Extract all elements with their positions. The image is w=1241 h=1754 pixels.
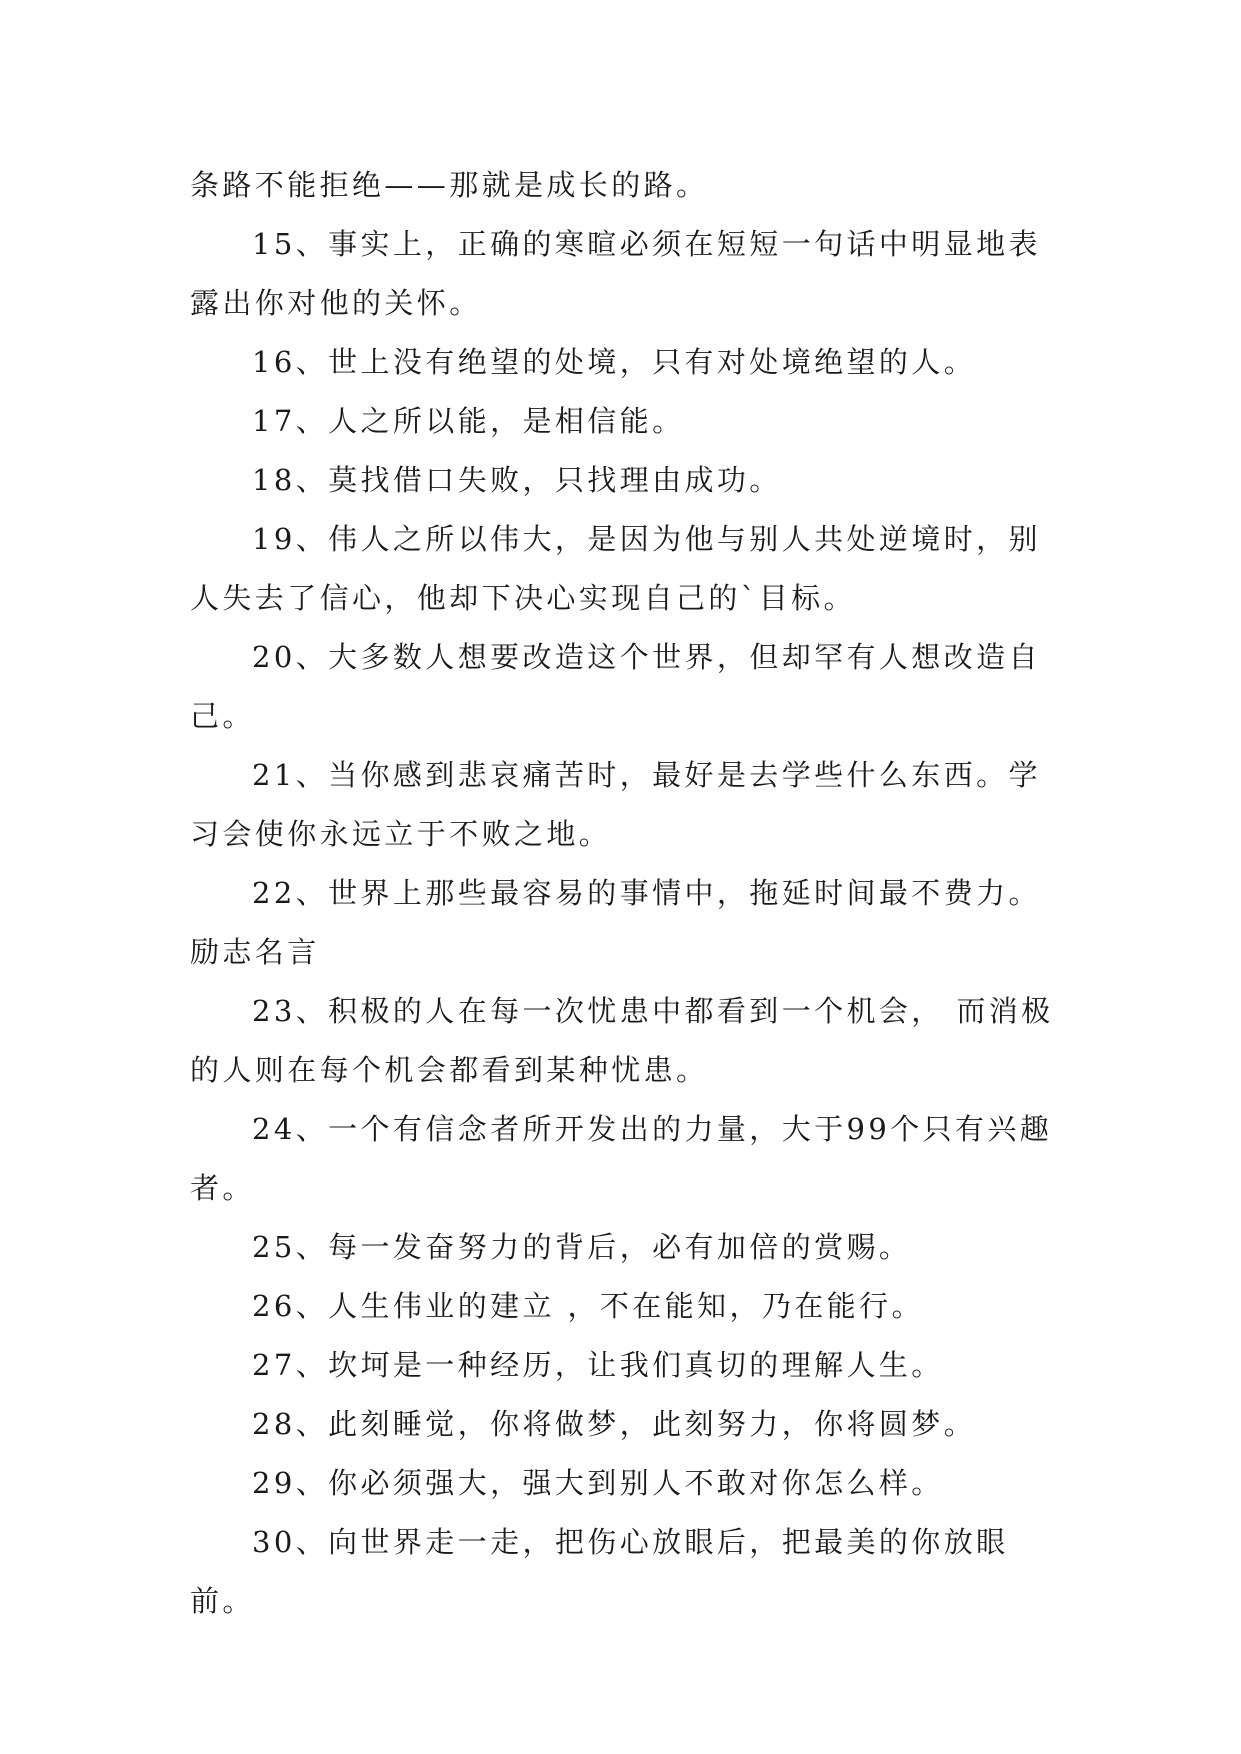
quote-23: 23、积极的人在每一次忧患中都看到一个机会， 而消极的人则在每个机会都看到某种忧患。 (190, 994, 1054, 1087)
quote-25: 25、每一发奋努力的背后，必有加倍的赏赐。 (252, 1230, 912, 1264)
quote-20: 20、大多数人想要改造这个世界，但却罕有人想改造自己。 (190, 640, 1041, 733)
body-text (190, 156, 1070, 1631)
quote-17: 17、人之所以能，是相信能。 (252, 404, 685, 438)
quote-18: 18、莫找借口失败，只找理由成功。 (252, 463, 782, 497)
quote-19: 19、伟人之所以伟大，是因为他与别人共处逆境时，别人失去了信心，他却下决心实现自己的`目标。 (190, 522, 1041, 615)
quote-21: 21、当你感到悲哀痛苦时，最好是去学些什么东西。学习会使你永远立于不败之地。 (190, 758, 1041, 851)
quote-29: 29、你必须强大，强大到别人不敢对你怎么样。 (252, 1466, 944, 1500)
quote-24: 24、一个有信念者所开发出的力量，大于99个只有兴趣者。 (190, 1112, 1053, 1205)
quote-15: 15、事实上，正确的寒暄必须在短短一句话中明显地表露出你对他的关怀。 (190, 227, 1041, 320)
quote-28: 28、此刻睡觉，你将做梦，此刻努力，你将圆梦。 (252, 1407, 977, 1441)
quote-30: 30、向世界走一走，把伤心放眼后，把最美的你放眼前。 (190, 1525, 1009, 1618)
quote-26: 26、人生伟业的建立 ，不在能知，乃在能行。 (252, 1289, 924, 1323)
quote-27: 27、坎坷是一种经历，让我们真切的理解人生。 (252, 1348, 944, 1382)
paragraph-0: 条路不能拒绝——那就是成长的路。 (190, 168, 709, 202)
quote-22: 22、世界上那些最容易的事情中，拖延时间最不费力。励志名言 (190, 876, 1041, 969)
quote-16: 16、世上没有绝望的处境，只有对处境绝望的人。 (252, 345, 977, 379)
